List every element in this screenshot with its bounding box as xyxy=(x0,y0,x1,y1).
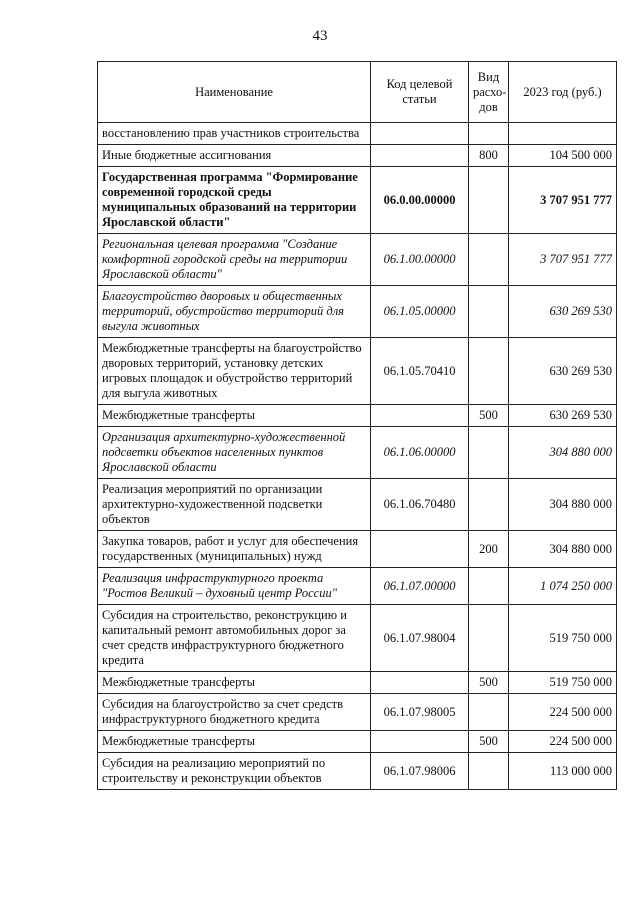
cell-type xyxy=(469,605,509,672)
cell-name: Региональная целевая программа "Создание комфортной городской среды на территории Ярославской области" xyxy=(98,234,371,286)
cell-amount: 630 269 530 xyxy=(509,286,617,338)
cell-code xyxy=(371,672,469,694)
cell-name: Межбюджетные трансферты xyxy=(98,405,371,427)
cell-code: 06.1.07.98004 xyxy=(371,605,469,672)
cell-type xyxy=(469,568,509,605)
cell-code xyxy=(371,531,469,568)
cell-code: 06.1.07.00000 xyxy=(371,568,469,605)
cell-type xyxy=(469,234,509,286)
cell-code xyxy=(371,145,469,167)
table-row xyxy=(98,338,617,405)
cell-name: Реализация инфраструктурного проекта "Ростов Великий – духовный центр России" xyxy=(98,568,371,605)
header-amount: 2023 год (руб.) xyxy=(509,62,617,123)
cell-amount: 113 000 000 xyxy=(509,753,617,790)
cell-name: Иные бюджетные ассигнования xyxy=(98,145,371,167)
table-header-row xyxy=(98,62,617,123)
cell-amount: 630 269 530 xyxy=(509,338,617,405)
cell-amount: 3 707 951 777 xyxy=(509,234,617,286)
cell-type: 500 xyxy=(469,731,509,753)
table-row xyxy=(98,672,617,694)
table-row xyxy=(98,479,617,531)
cell-type xyxy=(469,694,509,731)
cell-amount: 519 750 000 xyxy=(509,672,617,694)
cell-code: 06.1.06.00000 xyxy=(371,427,469,479)
cell-code: 06.1.05.00000 xyxy=(371,286,469,338)
cell-amount: 1 074 250 000 xyxy=(509,568,617,605)
cell-amount: 224 500 000 xyxy=(509,694,617,731)
table-row xyxy=(98,123,617,145)
cell-amount: 304 880 000 xyxy=(509,427,617,479)
cell-name: восстановлению прав участников строительства xyxy=(98,123,371,145)
cell-code: 06.1.07.98005 xyxy=(371,694,469,731)
table-body xyxy=(98,123,617,790)
cell-name: Субсидия на строительство, реконструкцию и капитальный ремонт автомобильных дорог за счет средств инфраструктурного бюджетного кредита xyxy=(98,605,371,672)
cell-code xyxy=(371,731,469,753)
cell-name: Благоустройство дворовых и общественных территорий, обустройство территорий для выгула животных xyxy=(98,286,371,338)
table-row xyxy=(98,694,617,731)
cell-name: Субсидия на реализацию мероприятий по строительству и реконструкции объектов xyxy=(98,753,371,790)
cell-code: 06.1.05.70410 xyxy=(371,338,469,405)
cell-code: 06.1.07.98006 xyxy=(371,753,469,790)
table-row xyxy=(98,568,617,605)
cell-type: 500 xyxy=(469,405,509,427)
table-row xyxy=(98,427,617,479)
cell-type: 500 xyxy=(469,672,509,694)
cell-code xyxy=(371,405,469,427)
cell-name: Межбюджетные трансферты на благоустройство дворовых территорий, установку детских игровых площадок и обустройство территорий для выгула животных xyxy=(98,338,371,405)
table-row xyxy=(98,753,617,790)
cell-type xyxy=(469,427,509,479)
table-row xyxy=(98,145,617,167)
cell-type xyxy=(469,286,509,338)
header-type: Вид расхо-дов xyxy=(469,62,509,123)
cell-amount: 3 707 951 777 xyxy=(509,167,617,234)
header-code: Код целевой статьи xyxy=(371,62,469,123)
page-number: 43 xyxy=(312,28,328,44)
header-name: Наименование xyxy=(98,62,371,123)
cell-amount: 304 880 000 xyxy=(509,479,617,531)
cell-name: Организация архитектурно-художественной подсветки объектов населенных пунктов Ярославской области xyxy=(98,427,371,479)
cell-amount: 630 269 530 xyxy=(509,405,617,427)
cell-type xyxy=(469,479,509,531)
cell-name: Реализация мероприятий по организации архитектурно-художественной подсветки объектов xyxy=(98,479,371,531)
cell-name: Межбюджетные трансферты xyxy=(98,731,371,753)
cell-name: Межбюджетные трансферты xyxy=(98,672,371,694)
table-row xyxy=(98,167,617,234)
table-row xyxy=(98,405,617,427)
cell-code: 06.0.00.00000 xyxy=(371,167,469,234)
budget-table xyxy=(97,61,617,790)
cell-amount: 104 500 000 xyxy=(509,145,617,167)
table-row xyxy=(98,531,617,568)
cell-code: 06.1.00.00000 xyxy=(371,234,469,286)
cell-name: Субсидия на благоустройство за счет средств инфраструктурного бюджетного кредита xyxy=(98,694,371,731)
cell-type xyxy=(469,123,509,145)
table-row xyxy=(98,731,617,753)
cell-type xyxy=(469,338,509,405)
cell-type xyxy=(469,167,509,234)
table-row xyxy=(98,234,617,286)
cell-amount xyxy=(509,123,617,145)
cell-amount: 304 880 000 xyxy=(509,531,617,568)
cell-amount: 519 750 000 xyxy=(509,605,617,672)
table-row xyxy=(98,605,617,672)
cell-amount: 224 500 000 xyxy=(509,731,617,753)
cell-type xyxy=(469,753,509,790)
cell-code: 06.1.06.70480 xyxy=(371,479,469,531)
cell-code xyxy=(371,123,469,145)
cell-type: 800 xyxy=(469,145,509,167)
cell-type: 200 xyxy=(469,531,509,568)
cell-name: Государственная программа "Формирование современной городской среды муниципальных образований на территории Ярославской области" xyxy=(98,167,371,234)
cell-name: Закупка товаров, работ и услуг для обеспечения государственных (муниципальных) нужд xyxy=(98,531,371,568)
table-row xyxy=(98,286,617,338)
